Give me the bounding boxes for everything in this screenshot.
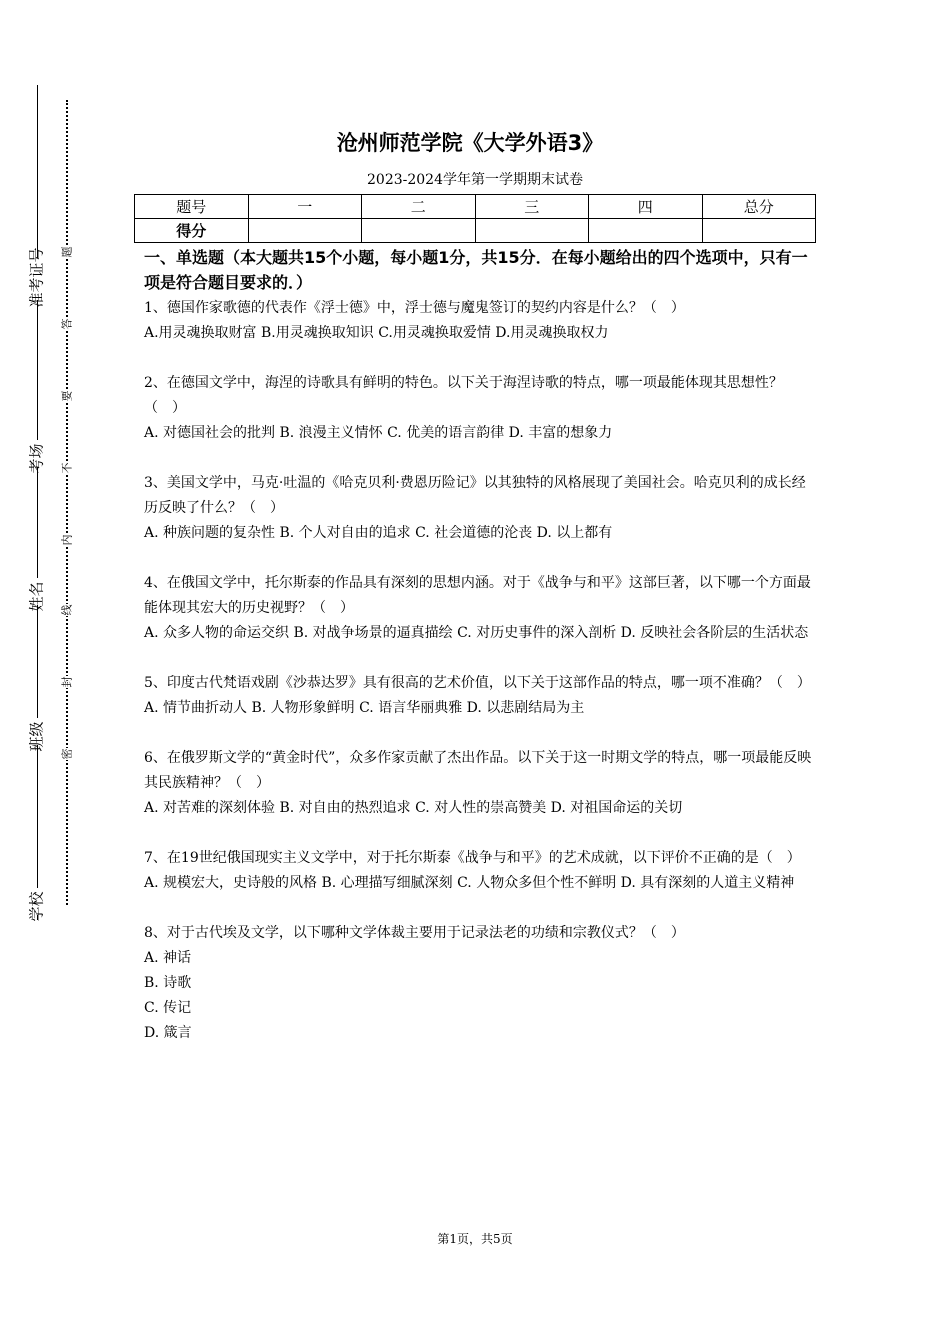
score-table (134, 194, 816, 243)
question-options: A. 规模宏大，史诗般的风格 B. 心理描写细腻深刻 C. 人物众多但个性不鲜明 D. 具有深刻的人道主义精神 (144, 875, 795, 891)
question-item (144, 846, 816, 896)
seal-char: 内 (60, 534, 73, 546)
section-heading: 一、单选题（本大题共15个小题，每小题1分，共15分．在每小题给出的四个选项中，只有一项是符合题目要求的．） (144, 248, 808, 292)
question-options: A. 种族问题的复杂性 B. 个人对自由的追求 C. 社会道德的沦丧 D. 以上都有 (144, 525, 613, 541)
score-input-cell[interactable] (589, 219, 703, 243)
score-cell: 二 (362, 195, 476, 219)
score-table-header-row (135, 195, 816, 219)
seal-char: 答 (60, 318, 73, 330)
question-item (144, 921, 816, 1046)
question-option: C. 传记 (144, 1000, 192, 1016)
score-input-cell[interactable] (362, 219, 476, 243)
question-stem: 7、在19世纪俄国现实主义文学中，对于托尔斯泰《战争与和平》的艺术成就，以下评价不正确的是（ ） (144, 850, 801, 866)
seal-char: 要 (60, 390, 73, 402)
seal-dotted-line (66, 100, 68, 905)
question-stem: 1、德国作家歌德的代表作《浮士德》中，浮士德与魔鬼签订的契约内容是什么？（ ） (144, 300, 685, 316)
score-input-cell[interactable] (475, 219, 589, 243)
score-cell: 三 (475, 195, 589, 219)
field-label-exam-room: 考场 (21, 440, 53, 467)
question-item (144, 746, 816, 821)
field-label-school: 学校 (21, 888, 53, 915)
page-footer: 第1页，共5页 (437, 1232, 513, 1246)
question-item (144, 296, 816, 346)
question-item (144, 671, 816, 721)
question-options: A. 众多人物的命运交织 B. 对战争场景的逼真描绘 C. 对历史事件的深入剖析 D. 反映社会各阶层的生活状态 (144, 625, 809, 641)
score-cell: 总分 (702, 195, 816, 219)
field-label-class: 班级 (21, 718, 53, 745)
score-table-score-row (135, 219, 816, 243)
question-options: A. 对德国社会的批判 B. 浪漫主义情怀 C. 优美的语言韵律 D. 丰富的想象力 (144, 425, 613, 441)
exam-title: 沧州师范学院《大学外语3》 (336, 131, 604, 155)
question-options: A.用灵魂换取财富 B.用灵魂换取知识 C.用灵魂换取爱情 D.用灵魂换取权力 (144, 325, 609, 341)
question-item (144, 471, 816, 546)
question-stem: 5、印度古代梵语戏剧《沙恭达罗》具有很高的艺术价值，以下关于这部作品的特点，哪一项不准确？（ ） (144, 675, 811, 691)
question-stem: 4、在俄国文学中，托尔斯泰的作品具有深刻的思想内涵。对于《战争与和平》这部巨著，以下哪一个方面最能体现其宏大的历史视野？（ ） (144, 575, 811, 616)
question-item (144, 571, 816, 646)
seal-char: 不 (60, 462, 73, 474)
question-option: D. 箴言 (144, 1025, 192, 1041)
seal-char: 密 (60, 748, 73, 760)
question-option: B. 诗歌 (144, 975, 192, 991)
question-option: A. 神话 (144, 950, 192, 966)
score-cell: 四 (589, 195, 703, 219)
binding-solid-line (37, 85, 38, 920)
question-list (144, 296, 816, 1071)
score-cell: 得分 (135, 219, 249, 243)
score-cell: 一 (248, 195, 362, 219)
question-stem: 8、对于古代埃及文学，以下哪种文学体裁主要用于记录法老的功绩和宗教仪式？（ ） (144, 925, 685, 941)
question-stem: 3、美国文学中，马克·吐温的《哈克贝利·费恩历险记》以其独特的风格展现了美国社会。哈克贝利的成长经历反映了什么？（ ） (144, 475, 806, 516)
field-label-exam-number: 准考证号 (21, 258, 53, 300)
score-input-cell[interactable] (702, 219, 816, 243)
question-options: A. 情节曲折动人 B. 人物形象鲜明 C. 语言华丽典雅 D. 以悲剧结局为主 (144, 700, 585, 716)
field-label-name: 姓名 (21, 578, 53, 605)
score-cell: 题号 (135, 195, 249, 219)
exam-subtitle: 2023-2024学年第一学期期末试卷 (367, 172, 583, 188)
seal-char: 线 (60, 604, 73, 616)
score-input-cell[interactable] (248, 219, 362, 243)
seal-char: 题 (60, 246, 73, 258)
question-stem: 2、在德国文学中，海涅的诗歌具有鲜明的特色。以下关于海涅诗歌的特点，哪一项最能体现其思想性？（ ） (144, 375, 783, 416)
question-stem: 6、在俄罗斯文学的“黄金时代”，众多作家贡献了杰出作品。以下关于这一时期文学的特点，哪一项最能反映其民族精神？（ ） (144, 750, 812, 791)
question-item (144, 371, 816, 446)
question-options: A. 对苦难的深刻体验 B. 对自由的热烈追求 C. 对人性的崇高赞美 D. 对祖国命运的关切 (144, 800, 683, 816)
seal-char: 封 (60, 676, 73, 688)
